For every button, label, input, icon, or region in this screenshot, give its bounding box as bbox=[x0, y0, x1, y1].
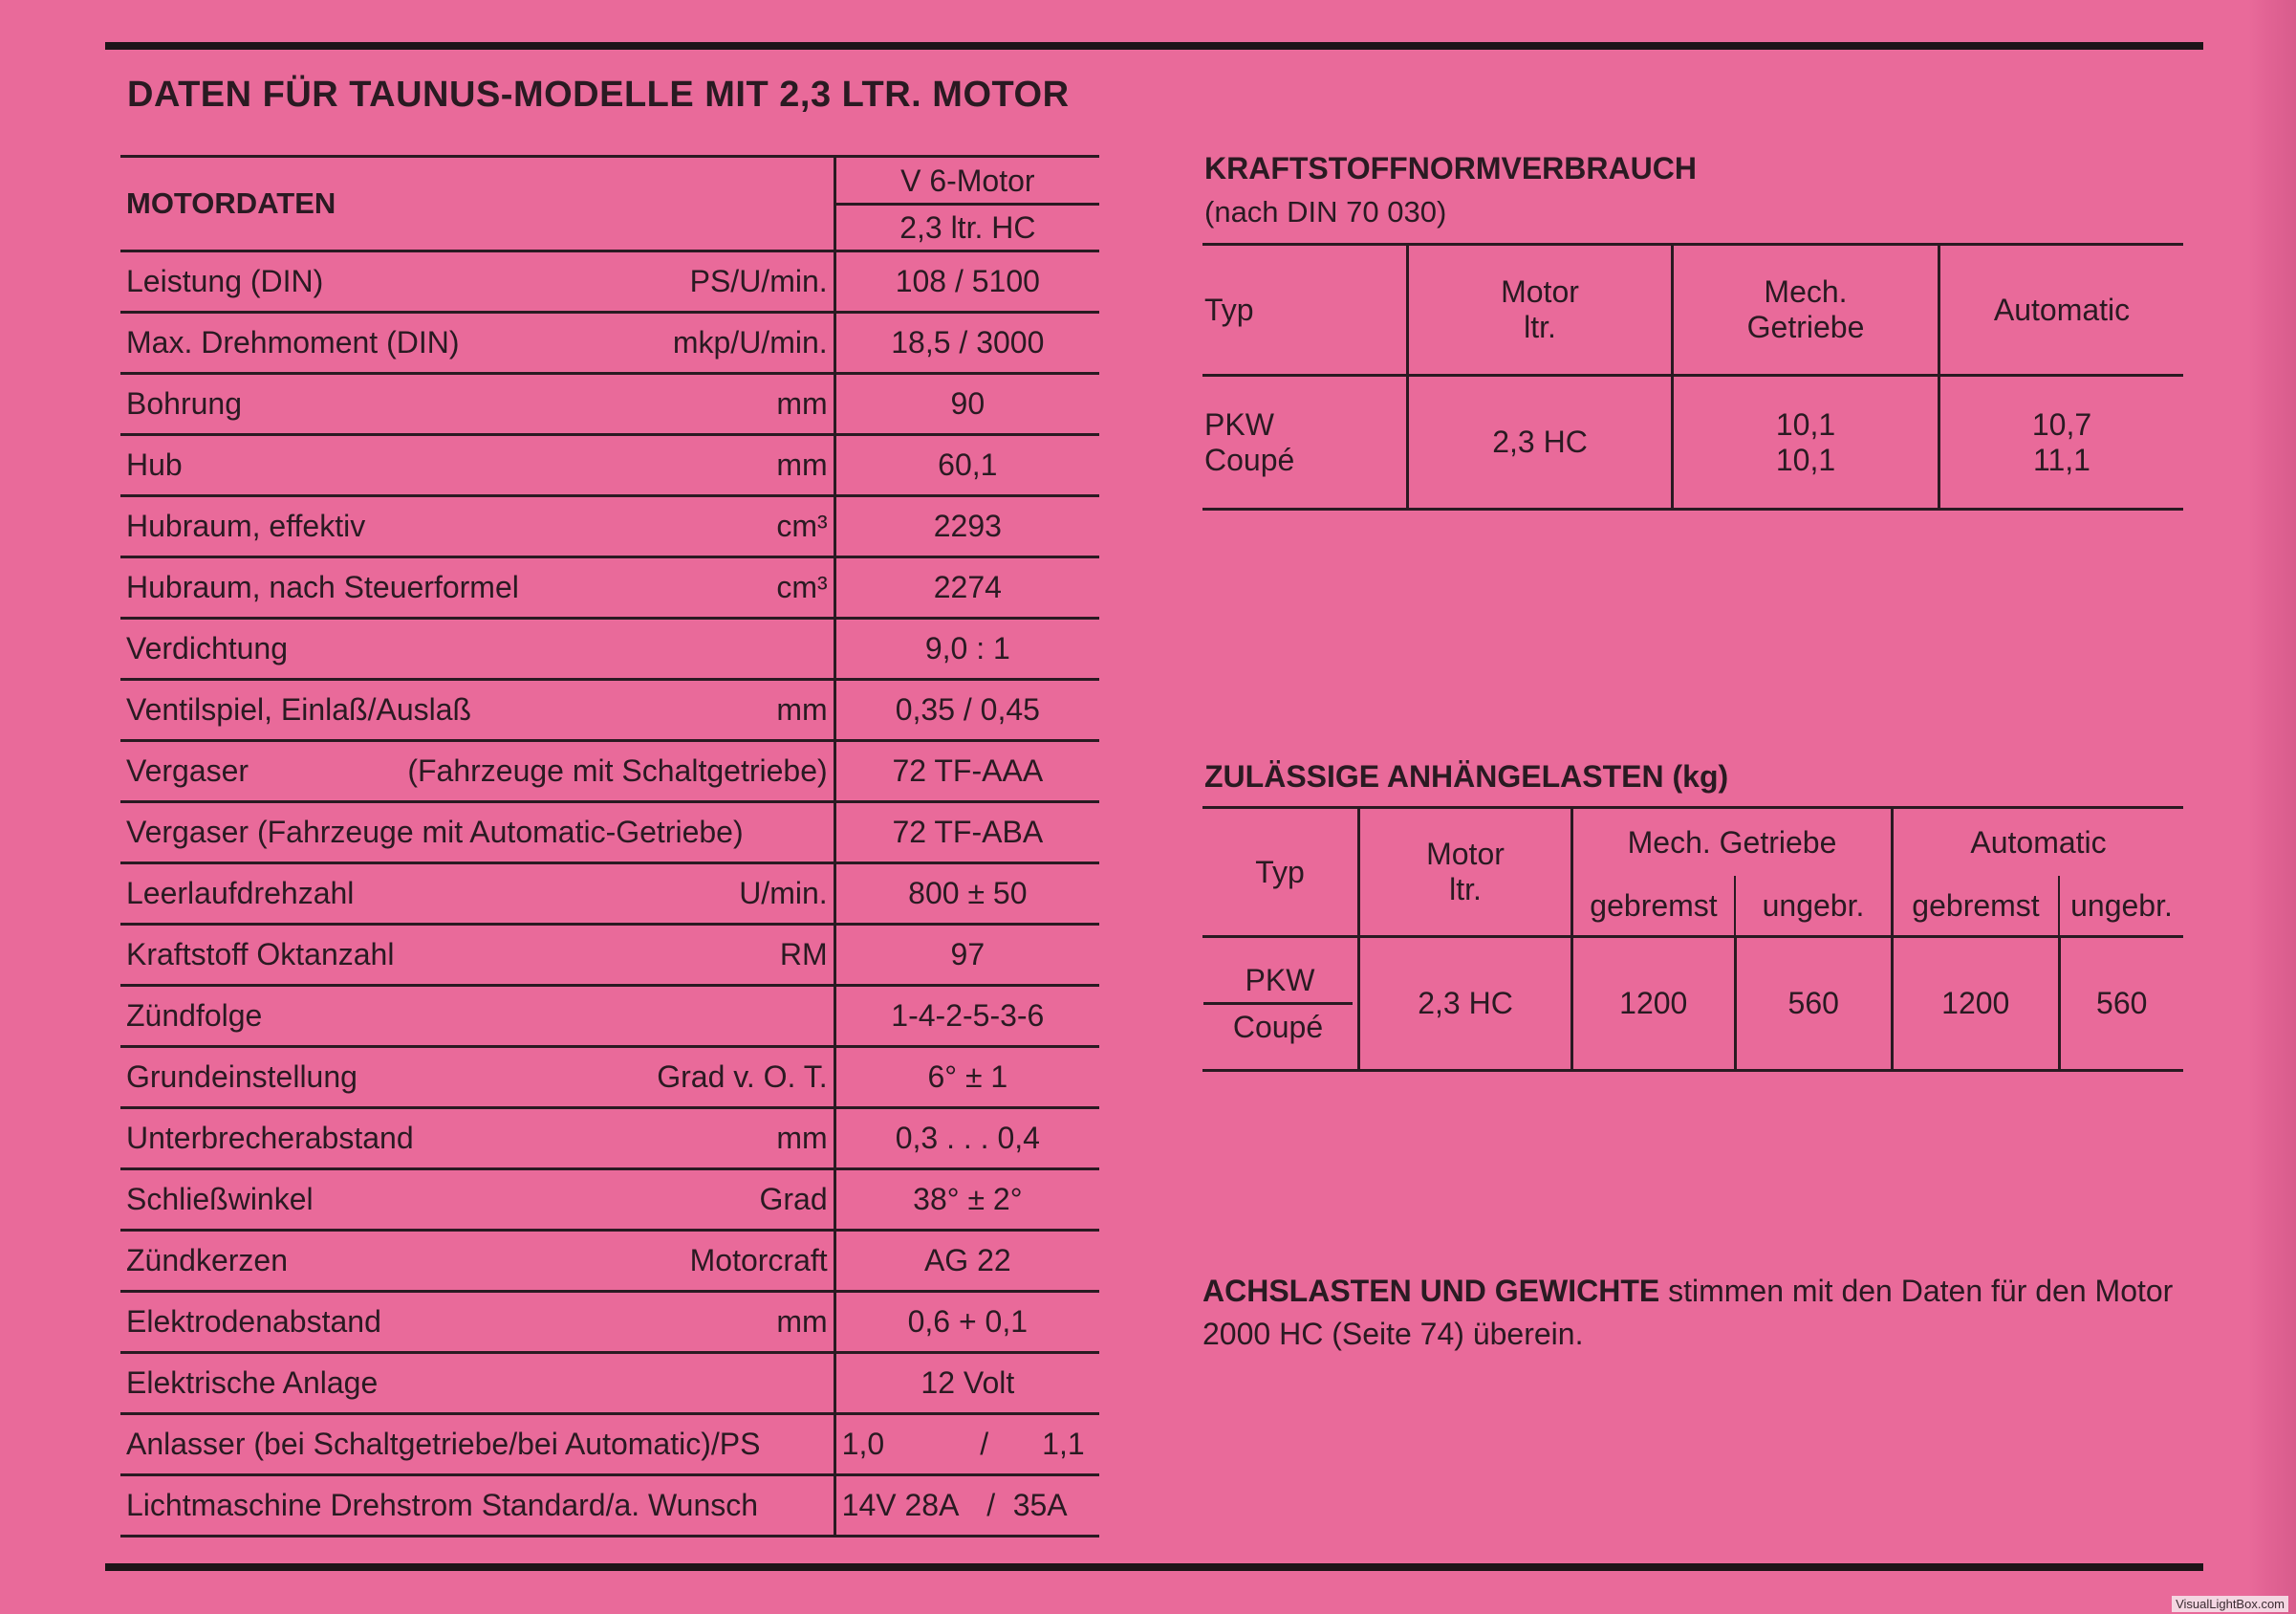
trailer-auto-unbraked-head: ungebr. bbox=[2059, 876, 2183, 937]
motor-row-label-cell bbox=[120, 374, 834, 435]
fuel-col-mech-l1: Mech. bbox=[1764, 274, 1848, 309]
axle-load-note bbox=[1202, 1270, 2197, 1356]
fuel-auto-coupe: 11,1 bbox=[2033, 442, 2090, 477]
alternator-value-1: 14V 28A bbox=[841, 1488, 960, 1522]
engine-line-1: V 6-Motor bbox=[900, 163, 1035, 198]
starter-label: Anlasser (bei Schaltgetriebe/bei Automatic)/PS bbox=[126, 1427, 761, 1461]
fuel-typ-pkw: PKW bbox=[1204, 406, 1274, 442]
bottom-rule bbox=[105, 1563, 2203, 1571]
alternator-value-2: 35A bbox=[1012, 1488, 1068, 1522]
alternator-label: Lichtmaschine Drehstrom Standard/a. Wunsch bbox=[126, 1488, 759, 1522]
motor-row-label-cell bbox=[120, 1169, 834, 1231]
motor-row-label: Grundeinstellung bbox=[126, 1059, 357, 1094]
motor-row-label-cell bbox=[120, 1047, 834, 1108]
motor-row bbox=[120, 313, 1099, 374]
motor-row bbox=[120, 741, 1099, 802]
motor-row-label: Elektrodenabstand bbox=[126, 1304, 381, 1339]
motor-row-unit: Grad v. O. T. bbox=[657, 1059, 828, 1094]
motor-row-label-cell bbox=[120, 619, 834, 680]
trailer-col-motor bbox=[1359, 808, 1572, 937]
motor-row-value: 18,5 / 3000 bbox=[834, 313, 1099, 374]
motor-row-unit: RM bbox=[779, 937, 828, 971]
motor-row-unit: cm³ bbox=[776, 570, 828, 604]
motor-row-label: Vergaser (Fahrzeuge mit Automatic-Getriebe) bbox=[126, 815, 744, 849]
trailer-auto-unbraked: 560 bbox=[2059, 937, 2183, 1071]
motor-row-value: AG 22 bbox=[834, 1231, 1099, 1292]
fuel-col-mech bbox=[1673, 245, 1939, 376]
motor-row bbox=[120, 1292, 1099, 1353]
fuel-title: KRAFTSTOFFNORMVERBRAUCH bbox=[1204, 151, 1697, 185]
motor-row bbox=[120, 863, 1099, 925]
trailer-col-mech: Mech. Getriebe bbox=[1572, 808, 1893, 877]
motor-row-value: 108 / 5100 bbox=[834, 251, 1099, 313]
motor-header-row bbox=[120, 157, 1099, 251]
motor-row-unit: U/min. bbox=[739, 876, 828, 910]
engine-line-2: 2,3 ltr. HC bbox=[836, 203, 1099, 250]
starter-value-sep: / bbox=[980, 1427, 989, 1461]
trailer-header-row-1 bbox=[1202, 808, 2183, 877]
motor-header: MOTORDATEN bbox=[120, 157, 834, 251]
motor-row bbox=[120, 1169, 1099, 1231]
motor-row-label: Zündfolge bbox=[126, 998, 263, 1033]
fuel-table bbox=[1202, 243, 2183, 511]
motor-row bbox=[120, 251, 1099, 313]
motor-row-value: 0,35 / 0,45 bbox=[834, 680, 1099, 741]
fuel-auto-cell bbox=[1939, 376, 2184, 510]
trailer-col-typ: Typ bbox=[1202, 808, 1359, 937]
fuel-mech-cell bbox=[1673, 376, 1939, 510]
fuel-data-row bbox=[1202, 376, 2183, 510]
motor-row-value: 90 bbox=[834, 374, 1099, 435]
motor-row-value: 6° ± 1 bbox=[834, 1047, 1099, 1108]
fuel-col-mech-l2: Getriebe bbox=[1746, 310, 1865, 344]
motor-row-label: Leerlaufdrehzahl bbox=[126, 876, 355, 910]
trailer-title: ZULÄSSIGE ANHÄNGELASTEN (kg) bbox=[1204, 759, 1729, 794]
fuel-typ-coupe: Coupé bbox=[1204, 442, 1295, 477]
trailer-mech-braked-head: gebremst bbox=[1572, 876, 1736, 937]
motor-row-label-cell bbox=[120, 1108, 834, 1169]
fuel-motor-cell: 2,3 HC bbox=[1408, 376, 1673, 510]
motor-row-unit: PS/U/min. bbox=[689, 264, 828, 298]
motor-row-label: Leistung (DIN) bbox=[126, 264, 324, 298]
page-edge bbox=[2248, 0, 2296, 1614]
motor-row-unit: mkp/U/min. bbox=[672, 325, 828, 360]
motor-row-label: Hubraum, effektiv bbox=[126, 509, 366, 543]
motor-row bbox=[120, 986, 1099, 1047]
motor-data-table bbox=[120, 155, 1099, 1538]
alternator-label-cell bbox=[120, 1475, 834, 1537]
motor-row-label: Vergaser bbox=[126, 753, 249, 788]
motor-row-label-cell bbox=[120, 313, 834, 374]
motor-row bbox=[120, 1047, 1099, 1108]
trailer-mech-braked: 1200 bbox=[1572, 937, 1736, 1071]
motor-row-starter bbox=[120, 1414, 1099, 1475]
trailer-typ-pkw: PKW bbox=[1245, 963, 1315, 997]
motor-row-alternator bbox=[120, 1475, 1099, 1537]
motor-row-label: Hubraum, nach Steuerformel bbox=[126, 570, 519, 604]
motor-row-unit: mm bbox=[776, 692, 828, 727]
trailer-auto-braked: 1200 bbox=[1893, 937, 2060, 1071]
motor-row-value: 12 Volt bbox=[834, 1353, 1099, 1414]
motor-row-label-cell bbox=[120, 741, 834, 802]
motor-row-label-cell bbox=[120, 863, 834, 925]
motor-row-value: 60,1 bbox=[834, 435, 1099, 496]
motor-row-unit: (Fahrzeuge mit Schaltgetriebe) bbox=[407, 753, 828, 788]
top-rule bbox=[105, 42, 2203, 50]
trailer-col-motor-l2: ltr. bbox=[1449, 872, 1482, 906]
motor-row-label-cell bbox=[120, 802, 834, 863]
trailer-col-motor-l1: Motor bbox=[1426, 837, 1505, 871]
trailer-col-auto: Automatic bbox=[1893, 808, 2184, 877]
motor-row-label: Max. Drehmoment (DIN) bbox=[126, 325, 460, 360]
motor-row-unit: cm³ bbox=[776, 509, 828, 543]
motor-row-value: 72 TF-AAA bbox=[834, 741, 1099, 802]
trailer-mech-unbraked: 560 bbox=[1735, 937, 1893, 1071]
starter-value-1: 1,0 bbox=[841, 1427, 885, 1461]
motor-row-label: Zündkerzen bbox=[126, 1243, 288, 1277]
motor-row-label-cell bbox=[120, 251, 834, 313]
motor-row-label-cell bbox=[120, 1353, 834, 1414]
trailer-data-row bbox=[1202, 937, 2183, 1071]
fuel-col-motor-l1: Motor bbox=[1501, 274, 1579, 309]
motor-row bbox=[120, 1353, 1099, 1414]
page-title: DATEN FÜR TAUNUS-MODELLE MIT 2,3 LTR. MOTOR bbox=[127, 75, 1070, 115]
motor-row-label: Hub bbox=[126, 447, 183, 482]
alternator-value-cell bbox=[834, 1475, 1099, 1537]
axle-load-note-bold: ACHSLASTEN UND GEWICHTE bbox=[1202, 1274, 1660, 1308]
motor-row bbox=[120, 1231, 1099, 1292]
motor-row bbox=[120, 496, 1099, 557]
starter-value-2: 1,1 bbox=[1042, 1427, 1085, 1461]
fuel-header-row bbox=[1202, 245, 2183, 376]
trailer-motor-cell: 2,3 HC bbox=[1359, 937, 1572, 1071]
motor-row-unit: Grad bbox=[759, 1182, 828, 1216]
motor-row-value: 9,0 : 1 bbox=[834, 619, 1099, 680]
motor-row-label-cell bbox=[120, 925, 834, 986]
fuel-subtitle: (nach DIN 70 030) bbox=[1204, 195, 1447, 229]
motor-row-value: 1-4-2-5-3-6 bbox=[834, 986, 1099, 1047]
motor-row-value: 0,3 . . . 0,4 bbox=[834, 1108, 1099, 1169]
motor-row bbox=[120, 925, 1099, 986]
starter-value-cell bbox=[834, 1414, 1099, 1475]
motor-row-label: Schließwinkel bbox=[126, 1182, 314, 1216]
motor-row-unit: Motorcraft bbox=[689, 1243, 828, 1277]
motor-row-value: 72 TF-ABA bbox=[834, 802, 1099, 863]
fuel-col-motor-l2: ltr. bbox=[1524, 310, 1556, 344]
motor-row-value: 2293 bbox=[834, 496, 1099, 557]
trailer-table bbox=[1202, 806, 2183, 1072]
alternator-value-sep: / bbox=[986, 1488, 996, 1522]
motor-row-label: Verdichtung bbox=[126, 631, 289, 665]
motor-row-label-cell bbox=[120, 986, 834, 1047]
trailer-auto-braked-head: gebremst bbox=[1893, 876, 2060, 937]
motor-row bbox=[120, 1108, 1099, 1169]
motor-row-label: Elektrische Anlage bbox=[126, 1365, 379, 1400]
motor-row-label-cell bbox=[120, 1231, 834, 1292]
fuel-auto-pkw: 10,7 bbox=[2031, 406, 2092, 442]
trailer-typ-coupe: Coupé bbox=[1203, 1002, 1353, 1049]
motor-row-value: 97 bbox=[834, 925, 1099, 986]
trailer-typ-cell bbox=[1202, 937, 1359, 1071]
motor-row-label-cell bbox=[120, 680, 834, 741]
fuel-col-auto: Automatic bbox=[1939, 245, 2184, 376]
motor-row-label-cell bbox=[120, 496, 834, 557]
axle-load-note-text: stimmen mit den Daten für den Motor 2000 HC (Seite 74) überein. bbox=[1202, 1274, 2174, 1351]
watermark: VisualLightBox.com bbox=[2172, 1596, 2288, 1612]
motor-row-label-cell bbox=[120, 435, 834, 496]
motor-row bbox=[120, 680, 1099, 741]
fuel-col-typ: Typ bbox=[1202, 245, 1408, 376]
motor-row-label: Bohrung bbox=[126, 386, 242, 421]
fuel-col-motor bbox=[1408, 245, 1673, 376]
motor-row bbox=[120, 802, 1099, 863]
motor-row-value: 800 ± 50 bbox=[834, 863, 1099, 925]
motor-row bbox=[120, 374, 1099, 435]
motor-row-value: 38° ± 2° bbox=[834, 1169, 1099, 1231]
motor-row bbox=[120, 557, 1099, 619]
motor-row-label: Unterbrecherabstand bbox=[126, 1121, 414, 1155]
motor-row-label: Ventilspiel, Einlaß/Auslaß bbox=[126, 692, 472, 727]
motor-row-label-cell bbox=[120, 557, 834, 619]
motor-row-unit: mm bbox=[776, 1304, 828, 1339]
motor-row-value: 0,6 + 0,1 bbox=[834, 1292, 1099, 1353]
motor-row-unit: mm bbox=[776, 447, 828, 482]
motor-row-label: Kraftstoff Oktanzahl bbox=[126, 937, 395, 971]
fuel-mech-pkw: 10,1 bbox=[1775, 406, 1836, 442]
fuel-mech-coupe: 10,1 bbox=[1775, 442, 1836, 477]
motor-row-label-cell bbox=[120, 1292, 834, 1353]
engine-header bbox=[834, 157, 1099, 251]
motor-row-unit: mm bbox=[776, 1121, 828, 1155]
fuel-typ-cell bbox=[1202, 376, 1408, 510]
starter-label-cell bbox=[120, 1414, 834, 1475]
motor-row-value: 2274 bbox=[834, 557, 1099, 619]
motor-row-unit: mm bbox=[776, 386, 828, 421]
trailer-mech-unbraked-head: ungebr. bbox=[1735, 876, 1893, 937]
motor-row bbox=[120, 435, 1099, 496]
motor-row bbox=[120, 619, 1099, 680]
